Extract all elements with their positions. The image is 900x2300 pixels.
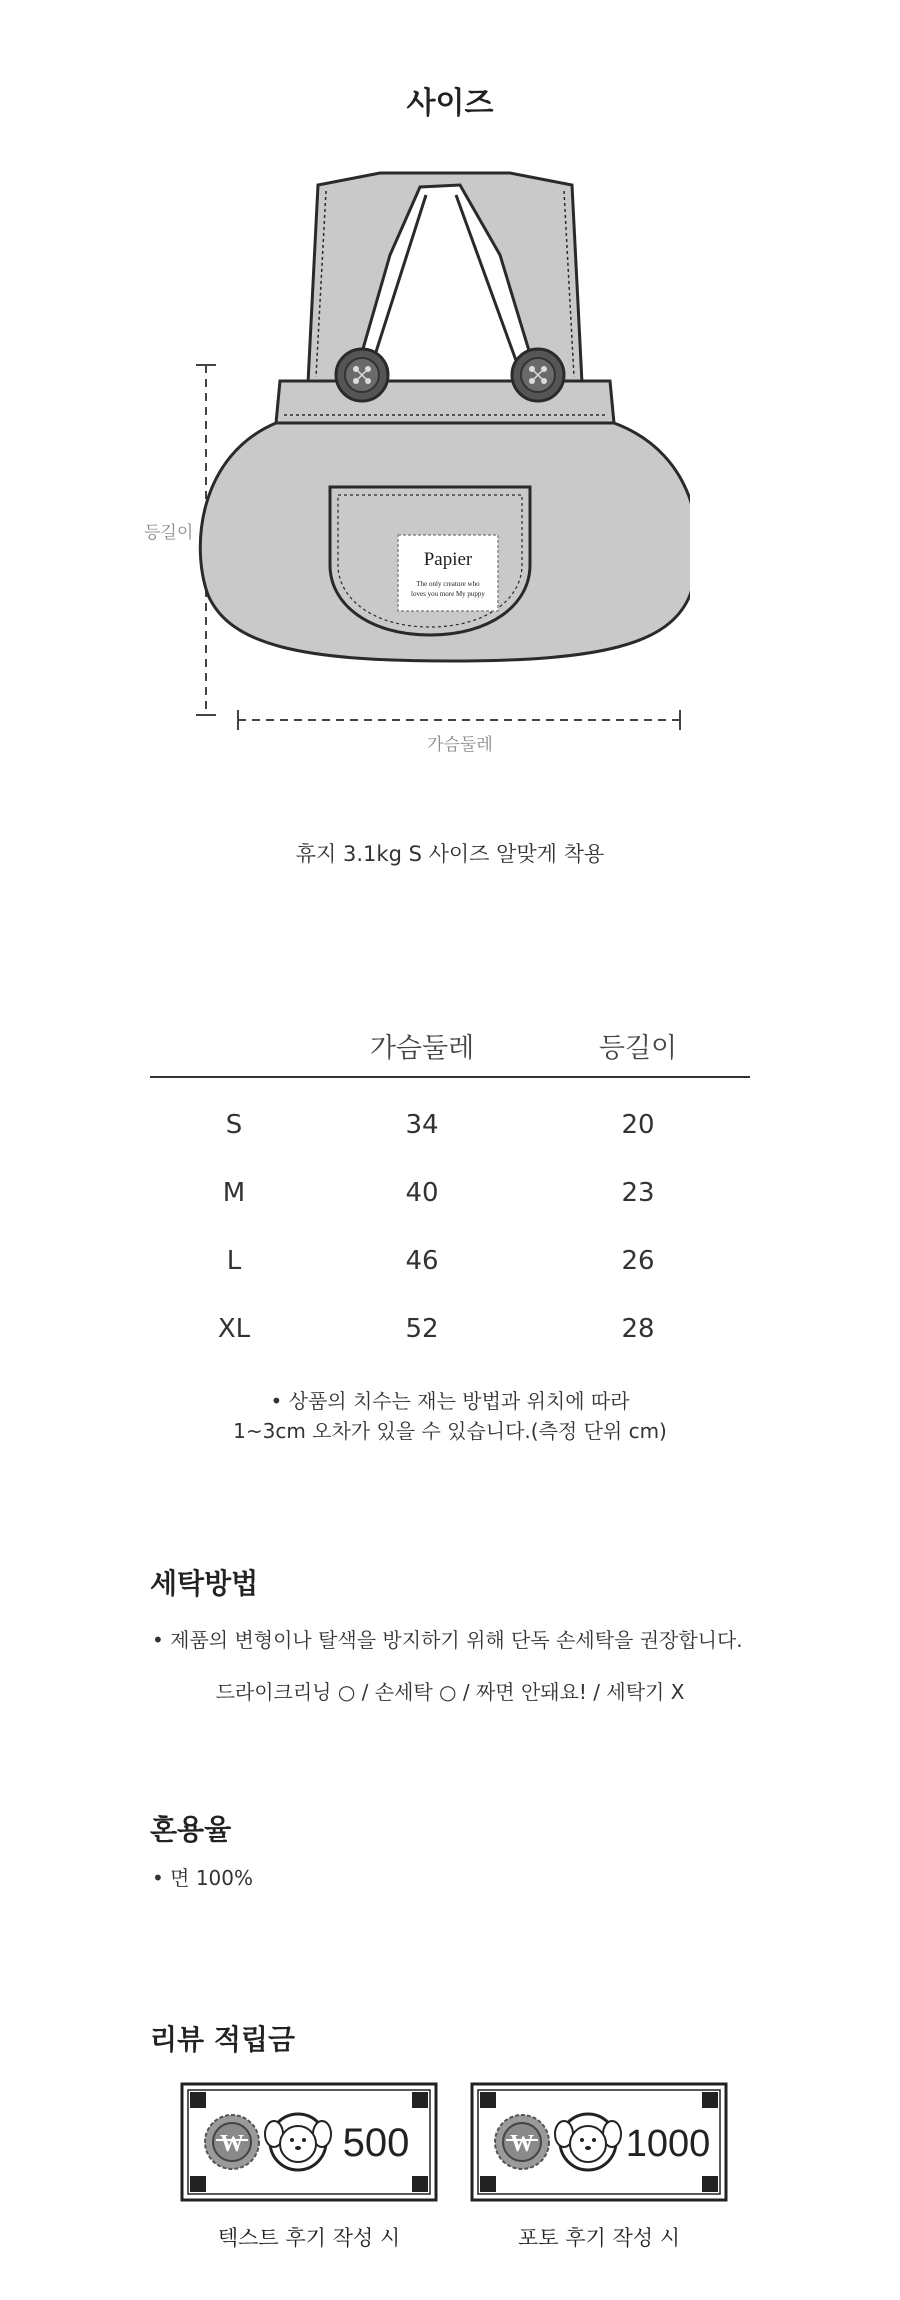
table-row [150,1216,750,1284]
header-divider [150,1076,750,1078]
cell-chest: 40 [405,1178,439,1208]
washing-line-2: 드라이크리닝 ○ / 손세탁 ○ / 짜면 안돼요! / 세탁기 X [215,1680,685,1704]
header-chest: 가슴둘레 [369,1033,475,1064]
header-back: 등길이 [598,1033,678,1064]
coupon-amount: 500 [342,2121,410,2165]
size-note-line-2: 1~3cm 오차가 있을 수 있습니다.(측정 단위 cm) [233,1419,667,1443]
washing-line-1: • 제품의 변형이나 탈색을 방지하기 위해 단독 손세탁을 권장합니다. [152,1628,743,1652]
cell-back: 23 [621,1178,655,1208]
cell-back: 26 [621,1246,655,1276]
washing-heading: 세탁방법 [150,1567,259,1600]
coupon-ticket [180,2082,438,2202]
chest-label: 가슴둘레 [427,735,493,755]
waist-band [276,381,614,423]
cell-size: XL [217,1314,251,1344]
right-button [512,349,564,401]
patch-tagline-1: The only creature who [416,580,480,588]
size-note-line-1: • 상품의 치수는 재는 방법과 위치에 따라 [270,1389,630,1413]
table-row [150,1148,750,1216]
won-symbol: W [510,2131,534,2157]
coupon-caption: 텍스트 후기 작성 시 [217,2226,401,2250]
puppy-icon [280,2126,316,2162]
coupon-caption: 포토 후기 작성 시 [517,2226,681,2250]
size-table [150,1012,750,1352]
won-symbol: W [220,2131,244,2157]
cell-size: M [222,1178,246,1208]
cell-back: 28 [621,1314,655,1344]
left-button [336,349,388,401]
reward-heading: 리뷰 적립금 [150,2023,295,2056]
size-note [0,1386,900,1446]
cell-size: S [225,1110,243,1140]
brand-patch [398,535,498,611]
coupon-amount: 1000 [625,2123,711,2165]
coupon-ticket [470,2082,728,2202]
cell-chest: 52 [405,1314,439,1344]
coupon-text-review [180,2082,438,2252]
back-length-label: 등길이 [144,523,194,543]
page-title: 사이즈 [406,86,494,121]
table-row [150,1080,750,1148]
cell-size: L [226,1246,242,1276]
cell-chest: 34 [405,1110,439,1140]
composition-heading: 혼용율 [150,1813,232,1846]
puppy-icon [570,2126,606,2162]
cell-chest: 46 [405,1246,439,1276]
coupon-photo-review [470,2082,728,2252]
table-row [150,1284,750,1352]
table-header [150,1012,750,1080]
cell-back: 20 [621,1110,655,1140]
product-diagram [130,165,690,745]
patch-tagline-2: loves you more My puppy [411,590,485,598]
patch-brand: Papier [423,549,473,570]
chest-dimension [238,710,680,730]
fit-note: 휴지 3.1kg S 사이즈 알맞게 착용 [295,842,605,866]
composition-line-1: • 면 100% [152,1866,254,1890]
